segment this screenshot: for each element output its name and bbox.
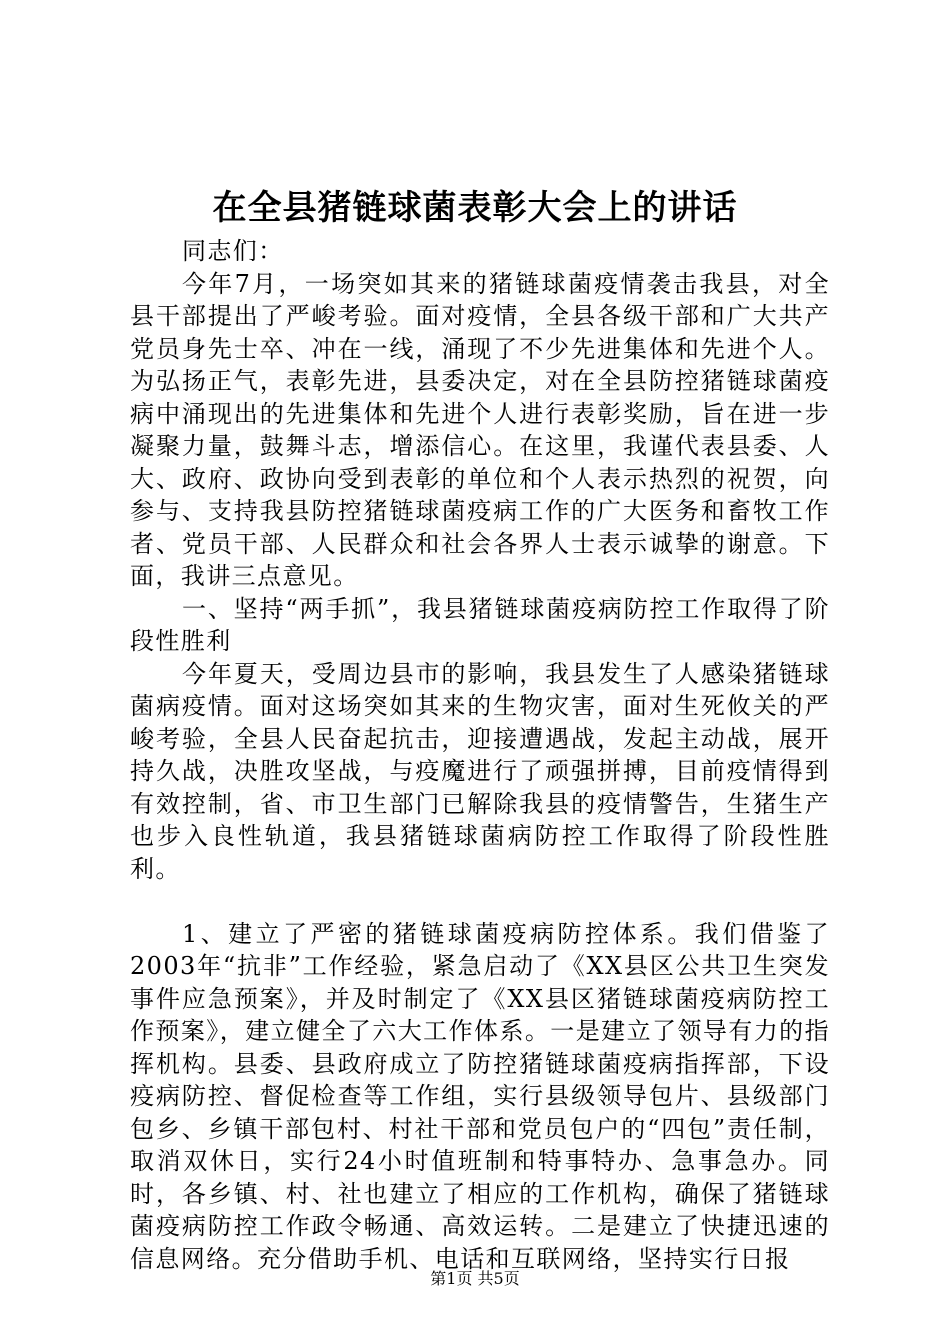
intro-paragraph: 今年7月，一场突如其来的猪链球菌疫情袭击我县，对全县干部提出了严峻考验。面对疫情，全县各级干部和广大共产党员身先士卒、冲在一线，涌现了不少先进集体和先进个人。为弘扬正气，表彰先进，县委决定，对在全县防控猪链球菌疫病中涌现出的先进集体和先进个人进行表彰奖励，旨在进一步凝聚力量，鼓舞斗志，增添信心。在这里，我谨代表县委、人大、政府、政协向受到表彰的单位和个人表示热烈的祝贺，向参与、支持我县防控猪链球菌疫病工作的广大医务和畜牧工作者、党员干部、人民群众和社会各界人士表示诚挚的谢意。下面，我讲三点意见。 [130,269,830,590]
page-footer: 第1页 共5页 [430,1269,520,1288]
section-heading-paragraph: 一、坚持“两手抓”，我县猪链球菌疫病防控工作取得了阶段性胜利 [130,594,830,655]
document-title: 在全县猪链球菌表彰大会上的讲话 [212,188,738,228]
blank-line [130,885,830,918]
summary-paragraph: 今年夏天，受周边县市的影响，我县发生了人感染猪链球菌病疫情。面对这场突如其来的生物灾害，面对生死攸关的严峻考验，全县人民奋起抗击，迎接遭遇战，发起主动战，展开持久战，决胜攻坚战，与疫魔进行了顽强拼搏，目前疫情得到有效控制，省、市卫生部门已解除我县的疫情警告，生猪生产也步入良性轨道，我县猪链球菌病防控工作取得了阶段性胜利。 [130,659,830,883]
salutation-paragraph: 同志们： [182,237,284,265]
document-body [130,235,830,1275]
point-one-paragraph: 1、建立了严密的猪链球菌疫病防控体系。我们借鉴了2003年“抗非”工作经验，紧急启动了《XX县区公共卫生突发事件应急预案》，并及时制定了《XX县区猪链球菌疫病防控工作预案》，建立健全了六大工作体系。一是建立了领导有力的指挥机构。县委、县政府成立了防控猪链球菌疫病指挥部，下设疫病防控、督促检查等工作组，实行县级领导包片、县级部门包乡、乡镇干部包村、村社干部和党员包户的“四包”责任制，取消双休日，实行24小时值班制和特事特办、急事急办。同时，各乡镇、村、社也建立了相应的工作机构，确保了猪链球菌疫病防控工作政令畅通、高效运转。二是建立了快捷迅速的信息网络。充分借助手机、电话和互联网络，坚持实行日报 [130,919,830,1273]
